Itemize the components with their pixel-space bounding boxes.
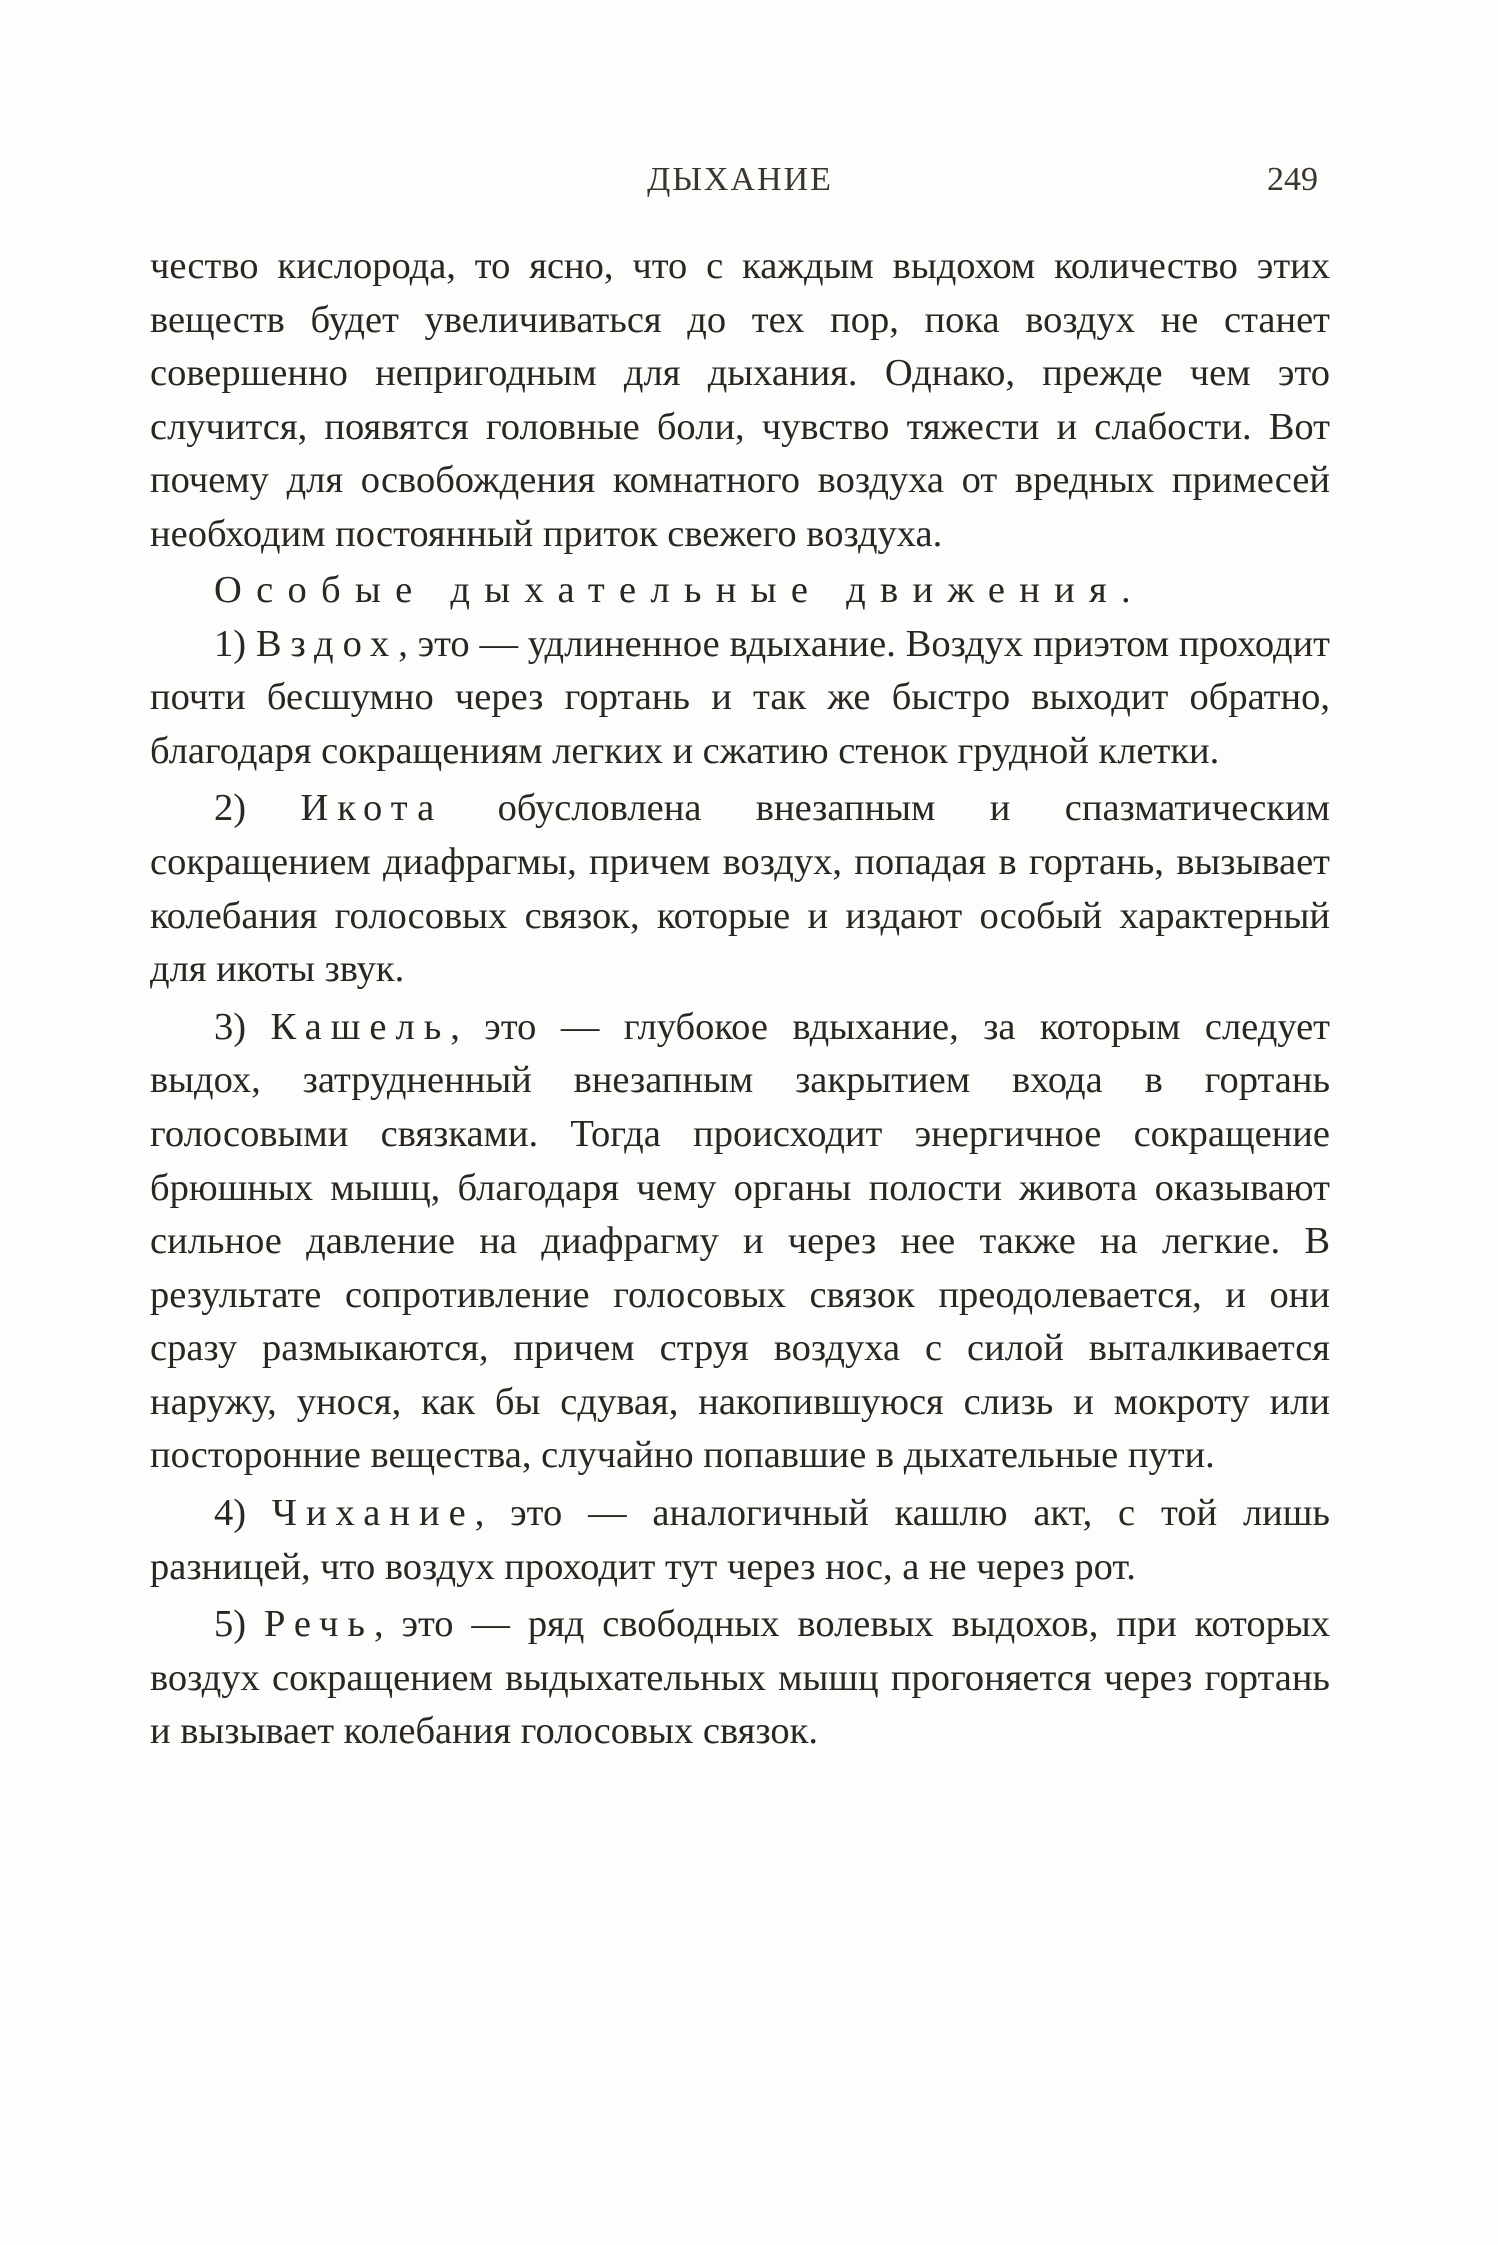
list-item: [150, 782, 1330, 996]
item-number: 3): [214, 1005, 247, 1048]
item-text: , это — аналогичный кашлю акт, с той лишь разницей, что воздух проходит тут через нос, а не через рот.: [150, 1492, 1330, 1588]
item-term: Речь: [263, 1603, 374, 1646]
item-number: 1): [214, 622, 247, 665]
item-term: Кашель: [270, 1005, 451, 1048]
list-item: [150, 618, 1330, 779]
item-text: , это — глубокое вдыхание, за которым следует выдох, затрудненный внезапным закрытием входа в гортань голосовыми связками. Тогда происходит энергичное сокращение брюшных мышц, благодаря чему органы полости живота оказывают сильное давление на диафрагму и через нее также на легкие. В результате сопротивление голосовых связок преодолевается, и они сразу размыкаются, причем струя воздуха с силой выталкивается наружу, унося, как бы сдувая, накопившуюся слизь и мокроту или посторонние вещества, случайно попавшие в дыхательные пути.: [150, 1005, 1330, 1477]
list-item: [150, 1487, 1330, 1594]
section-heading: Особые дыхательные движения.: [214, 568, 1145, 611]
item-number: 2): [214, 787, 247, 830]
page-number: 249: [1267, 161, 1318, 198]
item-number: 4): [214, 1492, 247, 1535]
running-title: ДЫХАНИЕ: [647, 161, 833, 198]
item-term: Вздох: [255, 622, 399, 665]
item-text: , это — удлиненное вдыхание. Воздух приэтом проходит почти бесшумно через гортань и так же быстро выходит обратно, благодаря сокращениям легких и сжатию стенок грудной клетки.: [150, 622, 1331, 772]
text-body: [150, 240, 1330, 1759]
list-item: [150, 1001, 1330, 1483]
item-number: 5): [214, 1603, 247, 1646]
intro-paragraph: чество кислорода, то ясно, что с каждым выдохом количество этих веществ будет увеличиваться до тех пор, пока воздух не станет совершенно непригодным для дыхания. Однако, прежде чем это случится, появятся головные боли, чувство тяжести и слабости. Вот почему для освобождения комнатного воздуха от вредных примесей необходим постоянный приток свежего воздуха.: [150, 245, 1330, 555]
item-text: обусловлена внезапным и спазматическим сокращением диафрагмы, причем воздух, попадая в гортань, вызывает колебания голосовых связок, которые и издают особый характерный для икоты звук.: [150, 787, 1330, 991]
item-term: Икота: [300, 787, 444, 830]
item-term: Чихание: [271, 1492, 475, 1535]
item-text: , это — ряд свободных волевых выдохов, при которых воздух сокращением выдыхательных мышц прогоняется через гортань и вызывает колебания голосовых связок.: [150, 1603, 1330, 1753]
list-item: [150, 1598, 1330, 1759]
running-head: [150, 155, 1330, 205]
